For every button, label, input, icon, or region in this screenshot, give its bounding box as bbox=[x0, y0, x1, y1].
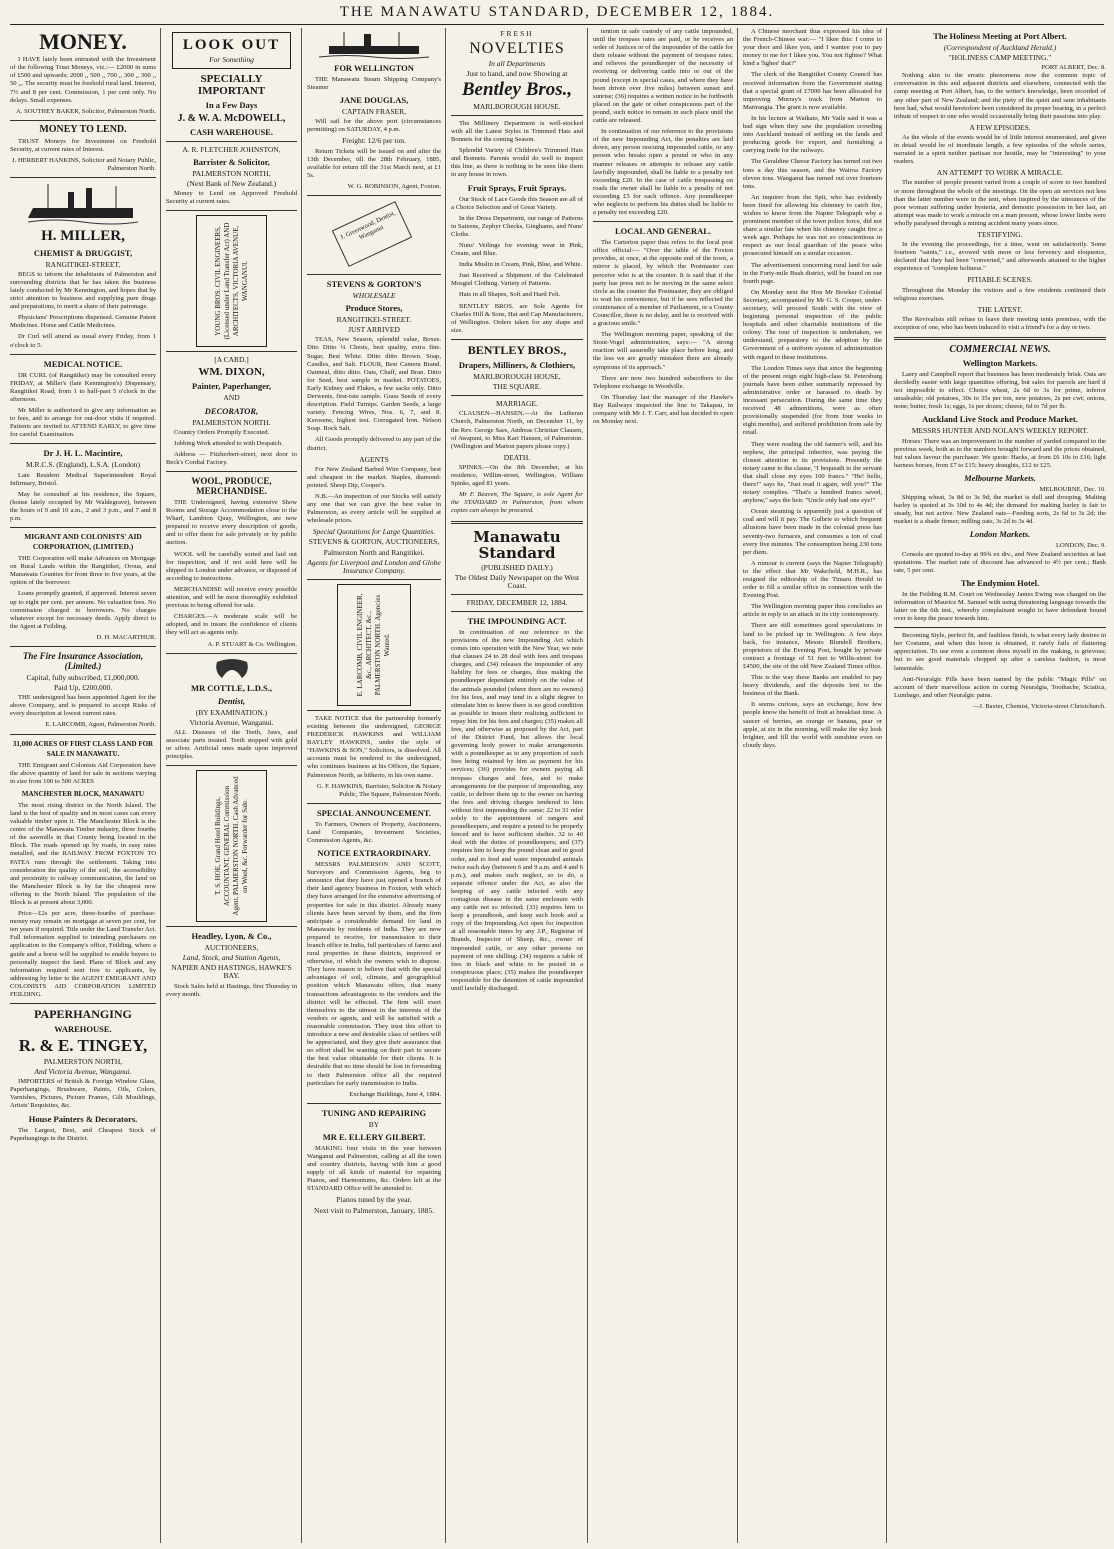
marriage-notice: CLAUSEN—HANSEN.—At the Lutheran Church, Palmerston North, on December 11, by the Rev. George Saes, Andreas Christian Clausen, of Awapuni, to Miss Kari Hansen, of Palmerston. (Wellington and Marton papers please copy.) bbox=[451, 410, 583, 450]
ship-name: JANE DOUGLAS, bbox=[339, 95, 409, 106]
divider bbox=[10, 527, 156, 528]
dentist-tag: J. Greenwood, Dentist, Wanganui bbox=[332, 201, 412, 267]
hats: Hats in all Shapes, Soft and Hard Felt. bbox=[459, 291, 561, 299]
beaven-notice: Mr F. Beaven, The Square, is sole Agent for the STANDARD in Palmerston, from whom copies can always be procured. bbox=[451, 491, 583, 515]
rangitikei-street: RANGITIKEI-STREET. bbox=[336, 315, 412, 325]
hawkins-body: TAKE NOTICE that the partnership formerly existing between the undersigned, GEORGE FREDERICK HAWKINS and WILLIAM BAYLEY HAWKINS, under the style of "HAWKINS & SON," Solicitors, is dissolved. All accounts must be rendered to the undersigned, who continues business at his Offices, the Square, Palmerston North, as hitherto, in his own name. bbox=[307, 714, 441, 779]
divider bbox=[10, 354, 156, 355]
tuning-name: MR E. ELLERY GILBERT. bbox=[322, 1131, 426, 1142]
headley-name: Headley, Lyon, & Co., bbox=[191, 931, 272, 942]
dentist-tag-ad bbox=[307, 200, 441, 270]
larcomb-box bbox=[337, 584, 411, 706]
lookout-title: LOOK OUT bbox=[182, 37, 281, 53]
stevens-place: Palmerston North and Rangitikei. bbox=[323, 547, 425, 557]
hawkins-signature: G. F. HAWKINS, Barrister, Solicitor & Notary Public, The Square, Palmerston North. bbox=[317, 782, 441, 798]
tuning-by: BY bbox=[368, 1119, 380, 1129]
melbourne-title: Melbourne Markets. bbox=[964, 472, 1036, 483]
published-daily: (PUBLISHED DAILY.) bbox=[481, 562, 553, 572]
divider bbox=[10, 1003, 156, 1004]
column-4 bbox=[447, 28, 587, 1543]
acres-body-2: The most rising district in the North Island. The land is the best of quality and in most cases can every valuable timber upon it. The Manchester Block is the centre of the Manawatu Timber industry, three fourths of the sawmills in that County being located in the Block. The roads opened up by roads, in easy rates metalled, and the RAILWAY FROM FOXTON TO PATEA runs through the settlement. Taking into consideration the quality of the soil, the accessibility and proximity to railway communication, the land on the Manchester Block is by far the cheapest now offering to the North Island. The population of the Block is at present about 3,000. bbox=[10, 801, 156, 906]
melbourne-body: Shipping wheat, 3s 8d to 3s 9d; the market is dull and drooping. Malting barley is quoted at 3s 10d to 4s 4d; the demand for malting barley is fair to steady, but not active. New Zealand oats—Feeding sorts, 2s 6d to 3s 2d; the market is a shade firmer; milling oats, 3s 2d to 3s 4d. bbox=[894, 494, 1106, 526]
agents: BENTLEY BROS. are Sole Agents for Charles Hill & Sons, Hat and Cap Manufacturers, of Wellington. Orders taken for any shape and size. bbox=[451, 302, 583, 334]
news-item-3: In his lecture at Waikato, Mr Vaile said it was a bad sign when they saw the population crowding into Auckland instead of settling on the lands and producing goods for export, and furnishing a carrying trade for the railways. bbox=[743, 114, 882, 155]
acres-title: 31,000 ACRES OF FIRST CLASS LAND FOR SALE IN MANAWATU. bbox=[12, 739, 154, 758]
pitiable-body: Throughout the Monday the visitors and a few residents continued their religious exercises. bbox=[894, 286, 1106, 302]
special-quotations: Special Quotations for Large Quantities. bbox=[312, 527, 436, 537]
paper-sub: WAREHOUSE. bbox=[54, 1024, 112, 1035]
just-arrived: JUST ARRIVED bbox=[348, 325, 400, 335]
stevens-signature: STEVENS & GORTON, AUCTIONEERS, bbox=[308, 537, 440, 547]
stevens-agents: Agents for Liverpool and London and Globe Insurance Company. bbox=[307, 557, 441, 575]
dress: In the Dress Department, our range of Patterns in Sateens, Zephyr Checks, Ginghams, and Nuns' Cloths. bbox=[451, 214, 583, 238]
dixon-body-2: Jobbing Work attended to with Despatch. bbox=[174, 439, 283, 447]
news-item-13: There are still sometimes good speculations in land to be picked up in Wellington. A few days back, for instance, Messrs Blundell Brothers, proprietors of the Evening Post, bought by private contract a frontage of 51 feet to Willis-street for £4500, the site of the old New Zealand Times office. bbox=[743, 622, 882, 670]
news-item-5: An inquirer from the Spit, who has evidently been fined for allowing his chimney to catch fire, wishes to know from the Napier Telegraph why a prominent member of the town police force, did not share a similar fate when his chimney caught fire a week ago. Perhaps he was not so conscientious in respect as our local guardian of the peace who prosecuted himself on a similar occasion. bbox=[743, 193, 882, 258]
mosgiel: Just Received a Shipment of the Celebrated Mosgiel Clothing. Variety of Patterns. bbox=[451, 272, 583, 288]
divider bbox=[451, 594, 583, 595]
cottle-place: Victoria Avenue, Wanganui. bbox=[189, 717, 274, 727]
column-rule bbox=[737, 28, 738, 1543]
miller-name: H. MILLER, bbox=[41, 228, 125, 245]
news-item-4: The Geraldine Cheese Factory has turned out two tons a day this season, and the Wairoa Factory eleven tons. Wanganui has turned out over fourteen tons. bbox=[743, 158, 882, 190]
cottle-body: ALL Diseases of the Teeth, Jaws, and associate parts treated. Teeth stopped with gold or silver. Artificial ones made upon improved principles. bbox=[166, 728, 297, 761]
london-title: London Markets. bbox=[969, 529, 1031, 540]
episodes-title: A FEW EPISODES. bbox=[969, 122, 1031, 132]
notice-signature: Exchange Buildings, June 4, 1884. bbox=[349, 1090, 441, 1098]
bentley-name-2: BENTLEY BROS., bbox=[467, 342, 567, 357]
wool-signature: A. P. STUART & Co. Wellington. bbox=[207, 640, 297, 648]
latest-title: THE LATEST. bbox=[977, 304, 1023, 314]
steamship-illustration bbox=[28, 182, 138, 226]
headley-land: Land, Stock, and Station Agents, bbox=[182, 953, 281, 963]
wellington-body: Laery and Campbell report that business has been moderately brisk. Oats are decidedly easier with large quantities offering, but sales for parcels are hard if not impossible to effect. Choice wheat, 2s 6d to 3s for prime, inferior unsaleable; old potatoes, 30s to 35s per ton, new potatoes, 2s per cwt; onions, none; butter, fresh 1s; eggs, 1s per dozen; cheese, 6d to 7d per lb. bbox=[894, 371, 1106, 411]
the-square: THE SQUARE. bbox=[492, 382, 542, 392]
attempt-title: AN ATTEMPT TO WORK A MIRACLE. bbox=[936, 168, 1064, 178]
few-days: In a Few Days bbox=[205, 99, 258, 110]
commercial-title: COMMERCIAL NEWS. bbox=[949, 344, 1051, 355]
headley-title: AUCTIONEERS, bbox=[204, 943, 259, 953]
fire-capital: Capital, fully subscribed, £1,000,000. bbox=[26, 673, 140, 682]
testifying-title: TESTIFYING. bbox=[977, 229, 1023, 239]
for-wellington: FOR WELLINGTON bbox=[334, 63, 414, 73]
divider bbox=[307, 803, 441, 804]
tooth-icon bbox=[212, 658, 252, 680]
issue-date: FRIDAY, DECEMBER 12, 1884. bbox=[466, 597, 568, 607]
dixon-name: WM. DIXON, bbox=[198, 366, 265, 379]
cottle-title: Dentist, bbox=[217, 695, 246, 706]
macintire-body: Late Resident Medical Superintendent Royal Infirmary, Bristol. bbox=[10, 471, 156, 487]
medical-title: MEDICAL NOTICE. bbox=[43, 358, 123, 369]
style-body: Becoming Style, perfect fit, and faultless finish, is what every lady desires in her Costume, and when this boon is obtained, it rarely fails of flattering appreciation. To use even a common dress myself in the making, is grievous; but to see good materials chopped up after a careless fashion, is most lamentable. bbox=[894, 632, 1106, 672]
lace: Our Stock of Lace Goods this Season are all of a Choice Selection and of Great Variety. bbox=[451, 195, 583, 211]
column-7 bbox=[888, 28, 1110, 1543]
divider bbox=[10, 646, 156, 647]
migrant-list: Loans promptly granted, if approved. Interest seven up to eight per cent. per annum. No valuation fees. No commission charged to borrowers. No charges whatever except for necessary deeds. Apply direct to the Agent at Feilding. bbox=[10, 590, 156, 630]
divider bbox=[10, 120, 156, 121]
tuning-tuned: Pianos tuned by the year. bbox=[336, 1195, 412, 1205]
acres-body: THE Emigrant and Colonists Aid Corporation have the above quantity of land for sale in sections varying in size from 100 to 500 ACRES bbox=[10, 761, 156, 785]
special-to: To Farmers, Owners of Property, Auctioneers, Land Companies, Investment Societies, Commission Agents, &c. bbox=[307, 820, 441, 844]
paper-title: PAPERHANGING bbox=[34, 1007, 132, 1022]
migrant-signature: D. H. MACARTHUR. bbox=[96, 633, 156, 641]
melbourne-date: MELBOURNE, Dec. 10. bbox=[1039, 485, 1106, 493]
tingey-place: PALMERSTON NORTH, bbox=[43, 1056, 123, 1066]
stevens-nb: N.B.—An inspection of our Stocks will satisfy any one that we can give the best value in Palmerston, as every article will be supplied at wholesale prices. bbox=[307, 493, 441, 525]
captain: CAPTAIN FRASER, bbox=[342, 107, 406, 117]
anti-body: Anti-Neuralgic Pills have been named by the public "Magic Pills" on account of their marvellous action in curing Neuralgia, Toothache, Sciatica, Lumbago, and other Neuralgic pains. bbox=[894, 675, 1106, 699]
divider bbox=[307, 1103, 441, 1104]
divider bbox=[307, 274, 441, 275]
fletcher-body: Money to Lend on Approved Freehold Security at current rates. bbox=[166, 190, 297, 206]
divider bbox=[894, 627, 1106, 628]
auckland-body: Horses: There was an improvement in the number of yarded compared to the previous week, both as to the numbers brought forward and the prices obtained, but values favour the purchaser. We quote: Hacks, at from £6 10s to £16; light harness horses, from £7 to £15; heavy draughts, £12 to £25. bbox=[894, 437, 1106, 469]
wool-body-4: CHARGES.—A moderate scale will be adopted, and to insure the confidence of clients they will act as agents only. bbox=[166, 613, 297, 637]
impound-body: In continuation of our reference to the provisions of the new Impounding Act which comes into operation with the New Year, we note that clauses 24 to 28 deal with fees and trespass charges, and (34) releases the impounder of any liability for fees or charges, thus making the poundkeeper dependant entirely on the value of the animals pounded (where there are no owners) for his fees, and may tend in a slight degree to stimulate him to know there is no good condition as possible to insure their realizing sufficient to repay him for his fees and charges; (35) makes all fees, and otherwise as proposed by the Act, part of the District Fund, but allows the local governing body power to make arrangements with a poundkeeper as to any proportion of such fees being retained by him as payment for his services; (36) provides for owners paying all trespass charges and fees, and to make arrangements for the purpose of impounding, any cattle, to deliver them up to the owner on having the fees and driving charges tendered to him without first impounding the same; 22 to 31 refer solely to the appointment of rangers and poundkeepers, and require a pound to be properly fenced and to have sufficient shelter. 32 to 40 deal with the duties of poundkeepers; and (37) requires him to keep the pound clean and in good order, and to feed and water impounded animals twice each day (between 6 and 9 a.m. and 4 and 6 p.m.), and makes such neglect, so to do, a separate offence under the Act, as also the keeping of any cattle infected with any contagious disease in the same enclosure with any cattle not so infected; (33) requires him to keep a poundbook, and keep such book and a copy of the Impounding Act open for inspection at all reasonable times by any J.P., Registrar of Brands, Inspector of Sheep, &c., owner of impounded cattle, or any other persons on payment of one shilling; (34) requires a table of fees in black and white to be posted in a conspicuous place; (35) makes the poundkeeper responsible for the detention of cattle impounded until lawfully discharged. bbox=[451, 628, 583, 993]
medical-body-2: Mr Miller is authorized to give any information as to fees, and to arrange for out-door visits if required. Patients are invited to ATTEND EARLY, to give time for careful Examination. bbox=[10, 407, 156, 439]
tingey-and: And Victoria Avenue, Wanganui. bbox=[34, 1067, 132, 1077]
holiness-sub: (Correspondent of Auckland Herald.) bbox=[943, 43, 1057, 52]
macintire-credentials: M.R.C.S. (England), L.S.A. (London) bbox=[26, 460, 140, 470]
divider bbox=[307, 710, 441, 711]
column-rule bbox=[301, 28, 302, 1543]
ship-body: THE Manawatu Steam Shipping Company's Steamer bbox=[307, 76, 441, 92]
macintire-body-2: May be consulted at his residence, the Square, (house lately occupied by Mr Waldegrave), between the hours of 9 and 10 a.m., 2 and 3 p.m., and 7 and 8 p.m. bbox=[10, 490, 156, 522]
acres-block: MANCHESTER BLOCK, MANAWATU bbox=[21, 789, 145, 798]
divider bbox=[451, 339, 583, 340]
tingey-last: The Largest, Best, and Cheapest Stock of Paperhangings in the District. bbox=[10, 1126, 156, 1142]
dixon-and: AND bbox=[223, 393, 240, 403]
local-body: The Carterton paper thus refers to the local post office official:— "Over the table of the Foxton provides, at once, at the opposite end of the town, a mirror is placed, by which the Postmaster can perceive who is at the counter. It is said that if the party has press not to be moving in the same select circle as the counter the Postmaster, they are obliged to wait his convenience, but if he sees reflected the countenance of a member of Parliament, or a County Councillor, there is no delay, and he is received with a gracious smile." bbox=[593, 239, 733, 328]
dixon-title: Painter, Paperhanger, bbox=[192, 381, 271, 392]
impound-continued: tention in safe custody of any cattle impounded, until the trespass rates are paid, or he receives an order of Justices or of the impounder of the cattle for their release without the payment of trespass rates; and relieves the poundkeeper of the necessity of receiving or delivering cattle into or out of the pound (except in special cases, and where they have been driven over five miles) between sunset and sunrise; (36) requires a written notice to be forthwith placed on the gate or other conspicuous part of the pound, such notice to remain in such place until the cattle are released. bbox=[593, 28, 733, 125]
money-body: I HAVE lately been entrusted with the Investment of the following Trust Moneys, viz.:— £2000 in sums of £500 and upwards; 2000 ,, 500 ,, 700 ,, 300 ,, 300 ,, 50 ,,. The security must be freehold rural land. Interest, 7½ and 8 per cent. Commission, 1 per cent only. No delays. Small expenses. bbox=[10, 56, 156, 104]
tuning-title: TUNING AND REPAIRING bbox=[321, 1107, 427, 1118]
wool-body-2: WOOL will be carefully sorted and laid out for inspection, and if not sold here will be shipped to London under advance, or disposed of according to instructions. bbox=[166, 550, 297, 582]
headley-place: NAPIER AND HASTINGS, HAWKE'S BAY. bbox=[171, 963, 292, 981]
divider bbox=[166, 351, 297, 352]
bentley-name: Bentley Bros., bbox=[461, 78, 573, 100]
attempt-body: The number of people present varied from a couple of score to two hundred or more throughout the whole of the meetings. On the open air services not less than the latter number were in the tent, when inspired by the utterances of the poor woman suffering under hysteria, and demonic possession in her last, an attempt was made to work a miracle on a man present, whose lower limbs were wholly paralysed through a mining accident many years since. bbox=[894, 179, 1106, 227]
masthead-title: THE MANAWATU STANDARD, DECEMBER 12, 1884. bbox=[339, 4, 775, 20]
millinery: The Millinery Department is well-stocked with all the Latest Styles in Trimmed Hats and Bonnets for the coming Season. bbox=[451, 119, 583, 144]
fletcher-name: A. R. FLETCHER JOHNSTON, bbox=[182, 144, 281, 154]
money-title: MONEY. bbox=[39, 29, 127, 54]
column-rule bbox=[587, 28, 588, 1543]
divider bbox=[166, 471, 297, 472]
divider bbox=[307, 195, 441, 196]
holiness-quote: "HOLINESS CAMP MEETING." bbox=[948, 53, 1052, 63]
divider bbox=[307, 579, 441, 580]
auckland-sub: MESSRS HUNTER AND NOLAN'S WEEKLY REPORT. bbox=[911, 426, 1089, 436]
steamer-icon bbox=[319, 30, 429, 60]
london-date: LONDON, Dec. 9. bbox=[1056, 542, 1106, 550]
holiness-body: Nothing akin to the erratic phenomena now the common topic of conversation in this and adjacent districts and elsewhere, connected with the camp meeting at Port Albert, has, to the writer's knowledge, been recorded of any other part of New Zealand; and the piety of the quiet and sane inhabitants here had, what would heretofore been considered its proper bearing, in a perfect tribute of respect to one who would occasionally bring their passions into play. bbox=[894, 72, 1106, 120]
acres-body-3: Price—£2s per acre, three-fourths of purchase-money may remain on mortgage at seven per cent, for ten years if required. Title under the Land Transfer Act. Full information supplied to intending purchasers on application to the Company's office, Feilding, where a guide and a horse will be supplied to enable buyers to personally inspect the land. Plans of Block and any information required sent free to applicants, by addressing by letter to the AGENT EMIGRANT AND COLONISTS AID CORPORATION LIMITED FEILDING. bbox=[10, 910, 156, 998]
fruit-sprays: Fruit Sprays, Fruit Sprays. bbox=[467, 182, 567, 193]
news-item-9: They were reading the old farmer's will, and his nephew, the principal inheritor, was paying the closest attention to its provisions. Presently the notary came to the clause, "I bequeath to the servant that shall close my eyes 100 francs." "He! hello, there!" says he, "Just read it again, will you?" The notary complies. "That's a hundred francs saved, anyhow," says the heir. "Uncle only had one eye!" bbox=[743, 440, 882, 505]
tuning-body: MAKING four visits in the year between Wanganui and Palmerston, calling at all the town and country districts, having with him a good supply of all kinds of material for repairing Pianos, and Harmoniums, &c. Orders left at the STANDARD Office will be attended to. bbox=[307, 1144, 441, 1193]
hoe-text: T. S. HOE, Grand Hotel Buildings, ACCOUNTANT, GENERAL Commission Agent, PALMERSTON NORTH. Cash Advanced on Wool, &c. Forwarder for Sale. bbox=[213, 776, 249, 916]
divider bbox=[593, 221, 733, 222]
testifying-body: In the evening the proceedings, for a time, went on satisfactorily. Some fourteen "saints," i.e., avowed with more or less fervency and eloquence, declared that they had been "converted," and afterwards attained to the higher experience of "complete holiness." bbox=[894, 241, 1106, 273]
fresh: FRESH bbox=[500, 29, 534, 38]
death-notice: SPINKS.—On the 8th December, at his residence, Willim-street, Wellington, William Spinks, aged 81 years. bbox=[451, 463, 583, 488]
news-item-14: This is the way these Banks are enabled to pay heavy dividends, and the deposits lent to the business of the Bank. bbox=[743, 674, 882, 698]
latest-body: The Revivalists still refuse to leave their meeting tents premises, with the exception of one, who has been induced to visit a friend's for a day or two. bbox=[894, 315, 1106, 331]
stevens-title: STEVENS & GORTON'S bbox=[326, 279, 422, 290]
stevens-list: TEAS, New Season, splendid value, Boxes. Dito Ditto ¼ Chests, best quality, extra fine. Sugar, Best White. Ditto ditto Brown. Soap, Candles, and Salt. FLOUR, Best Camera Brand. Oatmeal, ditto ditto. Oats, Chaff, and Bran. Ditto for Seed, best sample in market. POTATOES, Early Kidney and Flukes, a few sacks only. Ditto Derwents, first-rate sample. Grass Seeds of every description. Field Turnips. Garden Seeds, a large variety. Fencing Wires, Nos. 6, 7, and 8. Kerosene, highest test. Corrugated Iron. Nelson Soap. Rock Salt. bbox=[307, 336, 441, 433]
india: India Muslin in Cream, Pink, Blue, and White. bbox=[459, 261, 583, 269]
freight: Freight: 12/6 per ton. bbox=[342, 136, 406, 146]
london-body: Consols are quoted to-day at 99¾ ex div., and New Zealand securities at last quotations. The market rate of discount has advanced to 4½ per cent.; Bank rate, 5 per cent. bbox=[894, 550, 1106, 574]
young-bros-box bbox=[196, 215, 267, 347]
fire-body: THE undersigned has been appointed Agent for the above Company, and is prepared to accept Risks of every description at lowest current rates. bbox=[10, 694, 156, 718]
for-something: For Something bbox=[209, 54, 254, 64]
divider bbox=[451, 611, 583, 612]
special-important: SPECIALLY IMPORTANT bbox=[197, 72, 266, 97]
news-item-12: The Wellington morning paper thus concludes an article in reply to an attack in its city contemporary. bbox=[743, 603, 882, 619]
lookout-ad bbox=[172, 32, 291, 69]
divider bbox=[894, 337, 1106, 340]
column-5 bbox=[589, 28, 737, 1543]
divider bbox=[166, 765, 297, 766]
wellington-title: Wellington Markets. bbox=[962, 358, 1038, 368]
divider bbox=[166, 141, 297, 142]
local-title: LOCAL AND GENERAL. bbox=[614, 226, 712, 237]
divider bbox=[10, 177, 156, 178]
local-body-3: There are now two hundred subscribers to the Telephone exchange in Woodville. bbox=[593, 374, 733, 390]
local-body-4: On Thursday last the manager of the Hawke's Bay Railways inspected the line to Takapau, in company with Mr J. T. Carr, and has decided to open on Monday next. bbox=[593, 393, 733, 426]
news-item-6: The advertisement concerning rural land for sale in the Forty-mile Bush district, will be found on our fourth page. bbox=[743, 261, 882, 285]
miller-body-3: Dr Curl will attend as usual every Friday, from 1 o'clock to 5. bbox=[10, 333, 156, 349]
standard-title: Manawatu Standard bbox=[473, 527, 561, 563]
news-item-8: The London Times says that since the beginning of the present reign eight high-class St. Petersburg journals have been either summarily repressed by administrative order or harassed to death by incessant persecution. During the same time they received 48 admonitions, were as often provisionally suspended (for from four weeks to eight months), and suffered prohibition from sale by retail. bbox=[743, 364, 882, 437]
ship-body-2: Will sail for the above port (circumstances permitting) on SATURDAY, 4 p.m. bbox=[307, 118, 441, 134]
fire-signature: E. LARCOMB, Agent, Palmerston North. bbox=[45, 721, 156, 729]
divider bbox=[166, 653, 297, 654]
auckland-title: Auckland Live Stock and Produce Market. bbox=[922, 414, 1078, 425]
miller-title: CHEMIST & DRUGGIST, bbox=[33, 247, 133, 258]
tingey-body: IMPORTERS of British & Foreign Window Glass, Paperhangings, Brushware, Paints, Oils, Colors, Varnishes, Pictures, Picture Frames, Gilt Mouldings, Artists' Requisites, &c. bbox=[10, 1078, 156, 1110]
fire-title: The Fire Insurance Association, (Limited.) bbox=[22, 651, 144, 671]
marlborough: MARLBOROUGH HOUSE. bbox=[473, 101, 561, 111]
news-item-11: A rumour is current (says the Napier Telegraph) to the effect that Mr Wakefield, M.H.R., has resigned the editorship of the Timaru Herald in order to fill a similar office in connection with the Evening Post. bbox=[743, 559, 882, 600]
miller-body-2: Physicians' Prescriptions dispensed. Genuine Patent Medicines. Horse and Cattle Medicines. bbox=[10, 314, 156, 330]
column-rule bbox=[160, 28, 161, 1543]
dixon-place: PALMERSTON NORTH. bbox=[192, 417, 271, 427]
holiness-date: PORT ALBERT, Dec. 8. bbox=[1041, 64, 1106, 72]
larcomb-text: E. LARCOMB, CIVIL ENGINEER, &c., ARCHITECT, &c., PALMERSTON NORTH. Agencies Wanted. bbox=[356, 593, 391, 697]
tingey-name: R. & E. TINGEY, bbox=[18, 1036, 148, 1056]
fire-paid: Paid Up, £200,000. bbox=[53, 683, 113, 693]
fletcher-title: Barrister & Solicitor, bbox=[193, 156, 270, 167]
endymion-title: The Endymion Hotel. bbox=[960, 577, 1040, 588]
all-departments: In all Departments bbox=[488, 58, 546, 68]
cottle-exam: (BY EXAMINATION.) bbox=[195, 707, 268, 717]
column-2 bbox=[162, 28, 301, 1543]
column-3 bbox=[303, 28, 445, 1543]
oldest-daily: The Oldest Daily Newspaper on the West Coast. bbox=[454, 572, 580, 590]
dixon-decorator: DECORATOR, bbox=[204, 405, 259, 416]
news-item-10: Ocean steaming is apparently just a question of coal and will it pay. The Gulbrie to which frequent allusions have been made in the colonial press has seventy-two furnaces, and consumes a ton of coal every five minutes. The consumption being 230 tons per diem. bbox=[743, 508, 882, 556]
childrens: Splendid Variety of Children's Trimmed Hats and Bonnets. Parents would do well to inspect this line, as there is nothing to be seen like them in any house in town. bbox=[451, 147, 583, 179]
fletcher-place: PALMERSTON NORTH, bbox=[192, 168, 271, 178]
masthead bbox=[10, 4, 1104, 25]
lend-title: MONEY TO LEND. bbox=[39, 123, 127, 135]
cash-warehouse: CASH WAREHOUSE. bbox=[190, 126, 273, 137]
local-body-2: The Wellington morning paper, speaking of the Stout-Vogel administration, says:— "A strong reaction will assuredly take place before long, and the less we are greatly mistaken there are already symptoms of its approach." bbox=[593, 331, 733, 371]
nuns: Nuns' Veilings for evening wear in Pink, Cream, and Blue. bbox=[451, 241, 583, 258]
wholesale: WHOLESALE bbox=[352, 291, 396, 301]
ship-body-3: Return Tickets will be issued on and after the 13th December, till the 28th February, 1885, available for return till the 31st March next, at £1 5s. bbox=[307, 147, 441, 179]
wool-title: WOOL, PRODUCE, MERCHANDISE. bbox=[191, 476, 272, 496]
migrant-title: MIGRANT AND COLONISTS' AID CORPORATION, (LIMITED.) bbox=[24, 532, 142, 552]
news-item-15: It seems curious, says an exchange, how few people know the benefit of fruit at breakfast time. A saucer of berries, an orange or banana, pear or apple, at six in the morning, will make the sky look brighter, and fill the world with sunshine even on cloudy days. bbox=[743, 701, 882, 749]
ship-signature: W. G. ROBINSON, Agent, Foxton. bbox=[347, 182, 441, 190]
card-label: [A CARD.] bbox=[214, 355, 249, 365]
divider bbox=[451, 395, 583, 396]
divider bbox=[451, 115, 583, 116]
fletcher-bank: (Next Bank of New Zealand.) bbox=[186, 178, 277, 188]
column-6 bbox=[739, 28, 886, 1543]
impound-title: THE IMPOUNDING ACT. bbox=[467, 615, 567, 626]
dixon-body-3: Address — Fitzherbert-street, next door to Beck's Cordial Factory. bbox=[166, 450, 297, 466]
macintire-name: Dr J. H. L. Macintire, bbox=[43, 448, 123, 459]
young-bros-text: YOUNG BROS. CIVIL ENGINEERS, (Licensed under Land Transfer Act) AND ARCHITECTS, VICTORIA AVENUE, WANGANUI. bbox=[213, 222, 249, 340]
divider bbox=[166, 210, 297, 211]
cottle-name: MR COTTLE, L.D.S., bbox=[191, 682, 272, 693]
news-item-2: The clerk of the Rangitikei County Council has received information from the Government stating that a special grant of £7000 has been allocated for improving Murray's track from Marton to Marirangia. The grant is now available. bbox=[743, 71, 882, 111]
episodes-body: As the whole of the events would be of little interest enumerated, and given in detail would be of inordinate length, a few episodes of the whole series, narrated in a spirit neither partisan nor hostile, may be "interesting" to your readers. bbox=[894, 133, 1106, 166]
drapers: Drapers, Milliners, & Clothiers, bbox=[458, 360, 576, 371]
news-item-7: On Monday next the Hon Mr Bowker Colonial Secretary, accompanied by Mr G. S. Cooper, under-secretary, will proceed South with the view of beginning personal inspection of the public hospitals and other charitable institutions of the colony. The tour of inspection is undertaken, we understand, preparatory to the adoption by the Government of a uniform system of administration with regard to these institutions. bbox=[743, 288, 882, 361]
marriage-heading: MARRIAGE. bbox=[496, 399, 538, 409]
holiness-title: The Holiness Meeting at Port Albert. bbox=[933, 31, 1067, 41]
divider bbox=[10, 734, 156, 735]
divider bbox=[451, 521, 583, 524]
agents-body: For New Zealand Barbed Wire Company, best and cheapest in the market. Staples, diamond-pointed. Sheep Dip, Cooper's. bbox=[307, 465, 441, 489]
lend-signature: J. HERBERT HANKINS, Solicitor and Notary Public, Palmerston North. bbox=[12, 157, 156, 173]
tuning-next: Next visit to Palmerston, January, 1885. bbox=[314, 1205, 434, 1215]
wool-body: THE Undersigned, having extensive Show Rooms and Storage Accommodation close to the Wharf, Lambton Quay, Wellington, are now prepared to receive every description of goods, and to offer them for sale privately or by public auction. bbox=[166, 499, 297, 547]
produce-stores: Produce Stores, bbox=[345, 303, 403, 314]
novelties: NOVELTIES bbox=[469, 40, 565, 58]
miller-street: RANGITIKEI-STREET, bbox=[45, 259, 121, 269]
special-announcement: SPECIAL ANNOUNCEMENT. bbox=[316, 807, 432, 818]
endymion-body: In the Feilding R.M. Court on Wednesday James Ewing was charged on the information of Maurice M. Samuel with using threatening language towards the latter on the 6th inst., whereby complainant sought to have defendant bound over to keep the peace towards him. bbox=[894, 590, 1106, 623]
column-rule bbox=[886, 28, 887, 1543]
notice-body: MESSRS PALMERSON AND SCOTT, Surveyors and Commission Agents, beg to announce that they have just opened a branch of their land agency business in Foxton, with which they have arranged for the extensive advertising of properties for sale in this district. Already many clients have been served by them, and the firm anticipate a considerable demand for land in Manawatu by residents of India. They are now prepared to receive, for transmission to their branch office in India, full particulars of farms and rural properties in these districts, improved or otherwise, of which the owners wish to dispose. They have reason to believe that with the special advantages of soil, climate, and geographical position which Manawatu offers, that many transactions advantageous to the vendors and the district will be effected. The firm will exert themselves to the utmost in the interests of the vendors or agents, and will be satisfied with a reasonable commission. They trust this effort to introduce a new and desirable class of settlers will be appreciated, and they give their assurance that no effort shall be wanting on their part to secure the best value obtainable for their clients. It is desirable that no time should be lost in forwarding to their Palmerston office all the required particulars for early transmission to India. bbox=[307, 861, 441, 1087]
death-heading: DEATH. bbox=[503, 452, 531, 462]
news-item-1: A Chinese merchant thus expressed his idea of the French-Chinese war:— "I likee this: I come to your door and likee you, and I wantee you to pay money to me for I likee you. You not fightee? What kind a 'lighee' that?" bbox=[743, 28, 882, 68]
stevens-note: All Goods promptly delivered to any part of the district. bbox=[307, 436, 441, 452]
column-1 bbox=[6, 28, 160, 1543]
pitiable-title: PITIABLE SCENES. bbox=[967, 275, 1033, 285]
divider bbox=[10, 443, 156, 444]
marlborough-2: MARLBOROUGH HOUSE, bbox=[473, 372, 561, 382]
notice-extraordinary: NOTICE EXTRAORDINARY. bbox=[317, 848, 431, 859]
miller-body: BEGS to inform the inhabitants of Palmerston and surrounding districts that he has taken the business lately conducted by Mr Kennington, and hopes that by strict attention to business and supplying pure drugs and preparations, to merit a share of their patronage. bbox=[10, 270, 156, 311]
agents-title: AGENTS bbox=[359, 454, 389, 464]
anti-signature: —J. Baxter, Chemist, Victoria-street Christchurch. bbox=[972, 702, 1106, 710]
column-rule bbox=[445, 28, 446, 1543]
headley-body: Stock Sales held at Hastings, first Thursday in every month. bbox=[166, 982, 297, 998]
lend-body: TRUST Moneys for Investment on Freehold Security, at current rates of Interest. bbox=[10, 137, 156, 153]
wool-body-3: MERCHANDISE will receive every possible attention, and will be most thoroughly exhibited previous to being offered for sale. bbox=[166, 585, 297, 610]
migrant-body: THE Corporation will make Advances on Mortgage on Rural Lands within the Rangitikei, Oroua, and Manawatu Counties for from three to five years, at the option of the borrower. bbox=[10, 555, 156, 587]
impound-penalties: In continuation of our reference to the provisions of the new Impounding Act, the penalties are laid down, any person rescuing impounded cattle, or any person who breaks open a pound or who in any manner releases or attempts to release any cattle lawfully impounded, shall be liable to a penalty not exceeding £20. In the case of cattle trespassing on roads the owner shall be liable to a penalty of not exceeding £5 for each offence. Any poundkeeper who neglects to perform his duties shall be liable to a penalty not exceeding £20. bbox=[593, 128, 733, 217]
mcdowell-name: J. & W. A. McDOWELL, bbox=[177, 112, 286, 124]
tingey-house: House Painters & Decorators. bbox=[28, 1113, 138, 1124]
medical-body: DR CURL (of Rangitikei) may be consulted every FRIDAY, at Miller's (late Kennington's) Dispensary, Rangitikei Road, from 1 to half-past 5 o'clock in the afternoon. bbox=[10, 371, 156, 403]
dixon-body: Country Orders Promptly Executed. bbox=[174, 428, 270, 436]
just-to-hand: Just to hand, and now Showing at bbox=[466, 68, 568, 78]
hoe-box bbox=[196, 770, 267, 922]
divider bbox=[166, 926, 297, 927]
money-signature: A. SOUTHEY BAKER, Solicitor, Palmerston North. bbox=[16, 107, 156, 115]
